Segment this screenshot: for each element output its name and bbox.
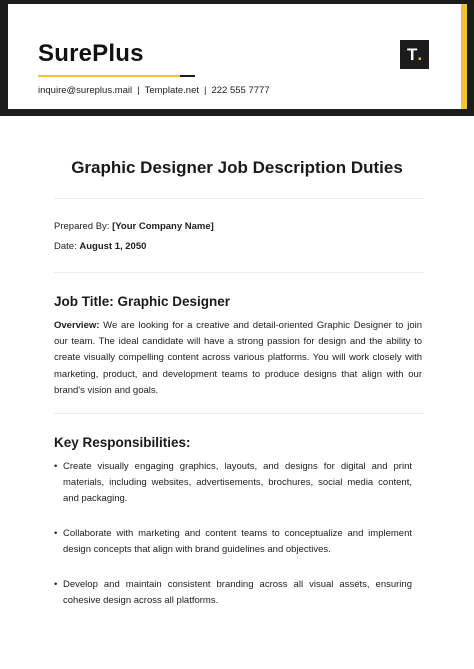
overview-label: Overview: bbox=[54, 320, 100, 331]
logo-letter: T bbox=[406, 45, 418, 64]
bullet-icon: • bbox=[54, 579, 58, 590]
responsibilities-heading: Key Responsibilities: bbox=[54, 435, 191, 450]
prepared-by-value: [Your Company Name] bbox=[112, 221, 214, 232]
contact-line bbox=[38, 85, 270, 96]
bullet-icon: • bbox=[54, 528, 58, 539]
responsibility-item bbox=[54, 577, 412, 609]
divider bbox=[54, 272, 424, 273]
overview-paragraph bbox=[54, 318, 422, 399]
contact-email: inquire@sureplus.mail bbox=[38, 85, 133, 96]
responsibility-text: Create visually engaging graphics, layouts, and designs for digital and print materials, including websites, advertisements, brochures, social media content, and packaging. bbox=[63, 461, 412, 505]
template-net-logo-icon bbox=[400, 40, 429, 69]
responsibility-item bbox=[54, 459, 412, 508]
divider bbox=[54, 413, 424, 414]
document-title: Graphic Designer Job Description Duties bbox=[71, 158, 403, 177]
responsibility-item bbox=[54, 526, 412, 558]
divider bbox=[54, 198, 424, 199]
bullet-icon: • bbox=[54, 461, 58, 472]
prepared-by-line bbox=[54, 221, 214, 232]
prepared-by-label: Prepared By: bbox=[54, 221, 110, 232]
responsibility-text: Develop and maintain consistent branding across all visual assets, ensuring cohesive design across all platforms. bbox=[63, 579, 412, 607]
logo-dot: . bbox=[417, 45, 423, 64]
contact-separator: | bbox=[137, 85, 140, 96]
header-accent-stripe bbox=[461, 4, 467, 109]
overview-text: We are looking for a creative and detail-oriented Graphic Designer to join our team. The ideal candidate will have a strong passion for design and the ability to create visually compelling content across various platforms. You will work closely with marketing, product, and development teams to produce designs that align with our brand's vision and goals. bbox=[54, 320, 422, 396]
date-line bbox=[54, 241, 146, 252]
company-name: SurePlus bbox=[38, 40, 144, 67]
responsibility-text: Collaborate with marketing and content teams to conceptualize and implement design concepts that align with brand guidelines and objectives. bbox=[63, 528, 412, 556]
date-value: August 1, 2050 bbox=[79, 241, 147, 252]
contact-website: Template.net bbox=[144, 85, 200, 96]
brand-underline-dark bbox=[180, 75, 195, 77]
job-title-heading: Job Title: Graphic Designer bbox=[54, 294, 231, 309]
contact-separator: | bbox=[204, 85, 207, 96]
contact-phone: 222 555 7777 bbox=[211, 85, 270, 96]
brand-underline-accent bbox=[38, 75, 180, 77]
date-label: Date: bbox=[54, 241, 77, 252]
